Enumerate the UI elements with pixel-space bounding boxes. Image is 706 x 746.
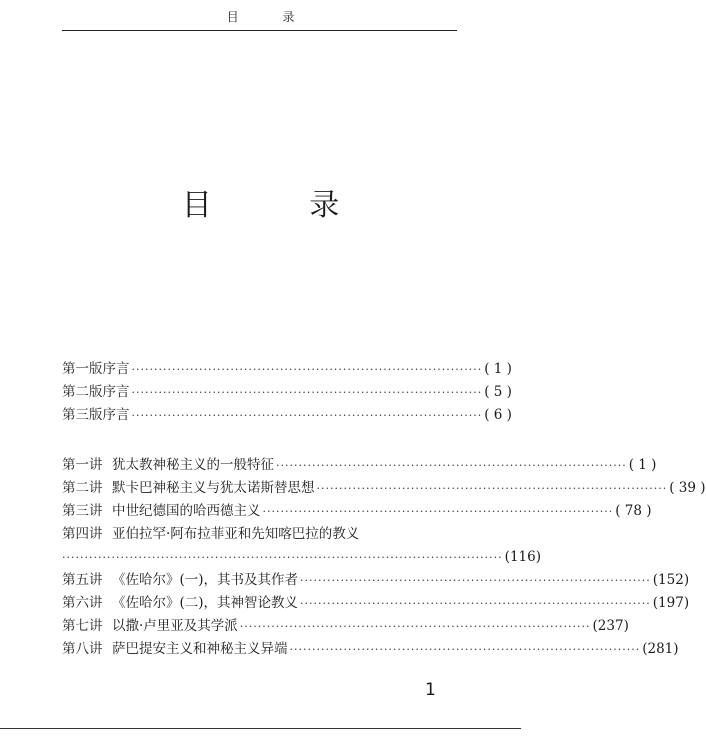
dot-leader: ·································································································· xyxy=(62,551,503,564)
toc-entry-page: (197) xyxy=(652,595,690,611)
toc-entry-label: 第三版序言 xyxy=(62,407,130,423)
toc-entry-label: 第一版序言 xyxy=(62,361,130,377)
toc-entry[interactable] xyxy=(62,569,690,592)
toc-entry[interactable] xyxy=(62,592,690,615)
dot-leader: ·············································································· xyxy=(289,643,641,656)
lecture-title: 中世纪德国的哈西德主义 xyxy=(112,503,261,519)
toc-entry[interactable] xyxy=(62,500,652,523)
toc-entry[interactable] xyxy=(62,404,512,427)
dot-leader: ·············································································· xyxy=(300,574,651,587)
footer-rule xyxy=(0,728,521,729)
toc-entry[interactable] xyxy=(62,381,512,404)
lecture-list xyxy=(62,454,706,661)
toc-entry[interactable] xyxy=(62,358,512,381)
lecture-number: 第五讲 xyxy=(62,572,103,588)
dot-leader: ·············································································· xyxy=(276,459,627,472)
lecture-title: 亚伯拉罕·阿布拉菲亚和先知喀巴拉的教义 xyxy=(112,526,360,542)
lecture-number: 第四讲 xyxy=(62,526,103,542)
dot-leader: ·············································································· xyxy=(262,505,614,518)
lecture-number: 第一讲 xyxy=(62,457,103,473)
lecture-number: 第七讲 xyxy=(62,618,103,634)
lecture-title: 犹太教神秘主义的一般特征 xyxy=(112,457,274,473)
dot-leader: ·············································································· xyxy=(131,409,483,422)
toc-entry[interactable] xyxy=(62,477,706,500)
lecture-number: 第八讲 xyxy=(62,641,103,657)
toc-entry-page: ( 78 ) xyxy=(615,503,652,519)
toc-entry[interactable] xyxy=(62,523,462,546)
toc-entry-page: ( 6 ) xyxy=(484,407,512,423)
toc-entry-page: ( 39 ) xyxy=(669,480,706,496)
toc-entry[interactable] xyxy=(62,615,629,638)
front-matter-list xyxy=(62,358,512,427)
dot-leader: ·············································································· xyxy=(239,620,591,633)
lecture-title: 《佐哈尔》(二)，其神智论教义 xyxy=(112,595,299,611)
page-title: 目 录 xyxy=(181,188,384,223)
lecture-title: 默卡巴神秘主义与犹太诺斯替思想 xyxy=(112,480,315,496)
lecture-number: 第三讲 xyxy=(62,503,103,519)
toc-entry-page: (116) xyxy=(504,549,541,565)
running-head: 目 录 xyxy=(226,10,315,24)
toc-entry-label: 第二版序言 xyxy=(62,384,130,400)
toc-entry-continuation[interactable] xyxy=(62,546,541,569)
toc-entry-page: ( 5 ) xyxy=(484,384,512,400)
toc-entry-page: (152) xyxy=(652,572,690,588)
lecture-number: 第六讲 xyxy=(62,595,103,611)
lecture-title: 萨巴提安主义和神秘主义异端 xyxy=(112,641,288,657)
dot-leader: ·············································································· xyxy=(131,386,483,399)
lecture-number: 第二讲 xyxy=(62,480,103,496)
toc-entry-page: ( 1 ) xyxy=(628,457,657,473)
dot-leader: ·············································································· xyxy=(131,363,483,376)
lecture-title: 《佐哈尔》(一)，其书及其作者 xyxy=(112,572,299,588)
toc-entry-page: (237) xyxy=(592,618,629,634)
toc-entry[interactable] xyxy=(62,638,679,661)
page-number: 1 xyxy=(425,680,436,700)
toc-entry-page: (281) xyxy=(642,641,679,657)
toc-entry[interactable] xyxy=(62,454,657,477)
lecture-title: 以撒·卢里亚及其学派 xyxy=(112,618,238,634)
header-rule xyxy=(62,30,457,31)
dot-leader: ·············································································· xyxy=(316,482,668,495)
dot-leader: ·············································································· xyxy=(300,597,651,610)
toc-entry-page: ( 1 ) xyxy=(484,361,512,377)
